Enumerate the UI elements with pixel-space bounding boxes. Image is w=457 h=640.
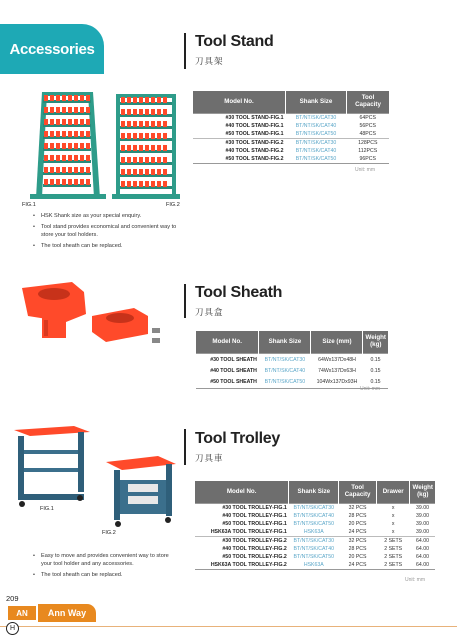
key-icon xyxy=(152,328,160,343)
tool-stand-fig2-icon xyxy=(112,94,180,199)
header-model: Model No. xyxy=(193,91,286,114)
tool-stand-fig2-label: FIG.2 xyxy=(166,202,180,208)
table-row: #30 TOOL TROLLEY-FIG.1 BT/NT/SK/CAT30 32 PCS x 39.00 xyxy=(195,504,435,513)
list-item: • HSK Shank size as your special enquiry. xyxy=(32,212,182,220)
tool-sheath-table xyxy=(196,331,388,389)
tool-trolley-fig2-icon xyxy=(106,456,176,527)
table-row: HSK63A TOOL TROLLEY-FIG.2 HSK63A 24 PCS 2 SETS 64.00 xyxy=(210,562,429,568)
tool-stand-subtitle: 刀具架 xyxy=(195,56,224,66)
table-row: #50 TOOL SHEATH BT/NT/SK/CAT50 104Wx137Dx93H 0.15 xyxy=(210,379,381,385)
table-row: #50 TOOL STAND-FIG.2 BT/NT/SK/CAT50 96PCS xyxy=(225,156,376,162)
tool-sheath-small-icon xyxy=(92,308,148,342)
tool-trolley-image xyxy=(10,420,186,528)
table-header-row xyxy=(193,91,389,114)
header-model: Model No. xyxy=(196,331,259,354)
tool-sheath-large-icon xyxy=(22,282,86,338)
tool-trolley-subtitle: 刀具車 xyxy=(195,453,224,463)
tool-trolley-title: Tool Trolley xyxy=(195,430,281,447)
table-row: #40 TOOL STAND-FIG.2 BT/NT/SK/CAT40 112PCS xyxy=(225,148,378,154)
accessories-tab: Accessories xyxy=(0,24,104,74)
header-capacity: Tool Capacity xyxy=(347,91,390,114)
tool-sheath-unit: Unit: mm xyxy=(360,386,380,392)
section-bar xyxy=(184,33,186,69)
table-header-row xyxy=(195,481,435,504)
tool-trolley-fig1-icon xyxy=(14,426,90,507)
footer-divider xyxy=(0,626,457,627)
brand-name: Ann Way xyxy=(38,604,96,622)
tool-sheath-image xyxy=(14,276,164,352)
header-shank: Shank Size xyxy=(259,331,311,354)
table-row: #40 TOOL TROLLEY-FIG.2 BT/NT/SK/CAT40 28 PCS 2 SETS 64.00 xyxy=(222,546,429,552)
tool-stand-unit: Unit: mm xyxy=(355,167,375,173)
tool-trolley-fig1-label: FIG.1 xyxy=(40,506,54,512)
tool-stand-fig1-icon xyxy=(30,92,106,199)
list-item: • The tool sheath can be replaced. xyxy=(32,242,182,250)
tool-trolley-bullets xyxy=(32,552,180,582)
table-row: #30 TOOL TROLLEY-FIG.2 BT/NT/SK/CAT30 32 PCS 2 SETS 64.00 xyxy=(195,537,435,546)
header-shank: Shank Size xyxy=(289,481,339,504)
table-row: #50 TOOL STAND-FIG.1 BT/NT/SK/CAT50 48PCS xyxy=(225,131,376,137)
list-item: • Easy to move and provides convenient way to store your tool holder and any accessories. xyxy=(32,552,180,568)
header-shank: Shank Size xyxy=(286,91,347,114)
table-row: #50 TOOL TROLLEY-FIG.2 BT/NT/SK/CAT50 20 PCS 2 SETS 64.00 xyxy=(222,554,429,560)
table-header-row xyxy=(196,331,388,354)
tool-stand-fig1-label: FIG.1 xyxy=(22,202,36,208)
tool-stand-title: Tool Stand xyxy=(195,33,274,50)
table-row: #40 TOOL TROLLEY-FIG.1 BT/NT/SK/CAT40 28 PCS x 39.00 xyxy=(222,513,429,519)
section-bar xyxy=(184,284,186,318)
tool-stand-bullets xyxy=(32,212,182,253)
list-item: • The tool sheath can be replaced. xyxy=(32,571,180,579)
tool-stand-image xyxy=(24,86,192,206)
table-row: #40 TOOL SHEATH BT/NT/SK/CAT40 74Wx137Dx63H 0.15 xyxy=(210,368,381,374)
table-row: #40 TOOL STAND-FIG.1 BT/NT/SK/CAT40 56PCS xyxy=(225,123,376,129)
tool-trolley-table xyxy=(195,481,435,570)
table-row: #30 TOOL STAND-FIG.2 BT/NT/SK/CAT30 128PCS xyxy=(193,139,389,148)
table-row: HSK63A TOOL TROLLEY-FIG.1 HSK63A 24 PCS x 39.00 xyxy=(210,529,429,535)
header-size: Size (mm) xyxy=(311,331,363,354)
page-number: 209 xyxy=(6,594,19,603)
header-drawer: Drawer xyxy=(376,481,410,504)
home-icon[interactable]: H xyxy=(6,622,19,635)
tool-trolley-fig2-label: FIG.2 xyxy=(102,530,116,536)
table-row: #30 TOOL SHEATH BT/NT/SK/CAT30 64Wx137Dx48H 0.15 xyxy=(196,354,388,366)
header-model: Model No. xyxy=(195,481,289,504)
tool-trolley-unit: Unit: mm xyxy=(405,577,425,583)
brand-logo-icon: AN xyxy=(8,606,36,620)
list-item: • Tool stand provides economical and convenient way to store your tool holders. xyxy=(32,223,182,239)
header-capacity: Tool Capacity xyxy=(339,481,377,504)
header-weight: Weight (kg) xyxy=(363,331,388,354)
tool-stand-table xyxy=(193,91,389,164)
table-row: #50 TOOL TROLLEY-FIG.1 BT/NT/SK/CAT50 20 PCS x 39.00 xyxy=(222,521,429,527)
tool-sheath-title: Tool Sheath xyxy=(195,284,283,301)
header-weight: Weight (kg) xyxy=(410,481,435,504)
tool-sheath-subtitle: 刀具盒 xyxy=(195,307,224,317)
table-row: #30 TOOL STAND-FIG.1 BT/NT/SK/CAT30 64PCS xyxy=(193,114,389,123)
